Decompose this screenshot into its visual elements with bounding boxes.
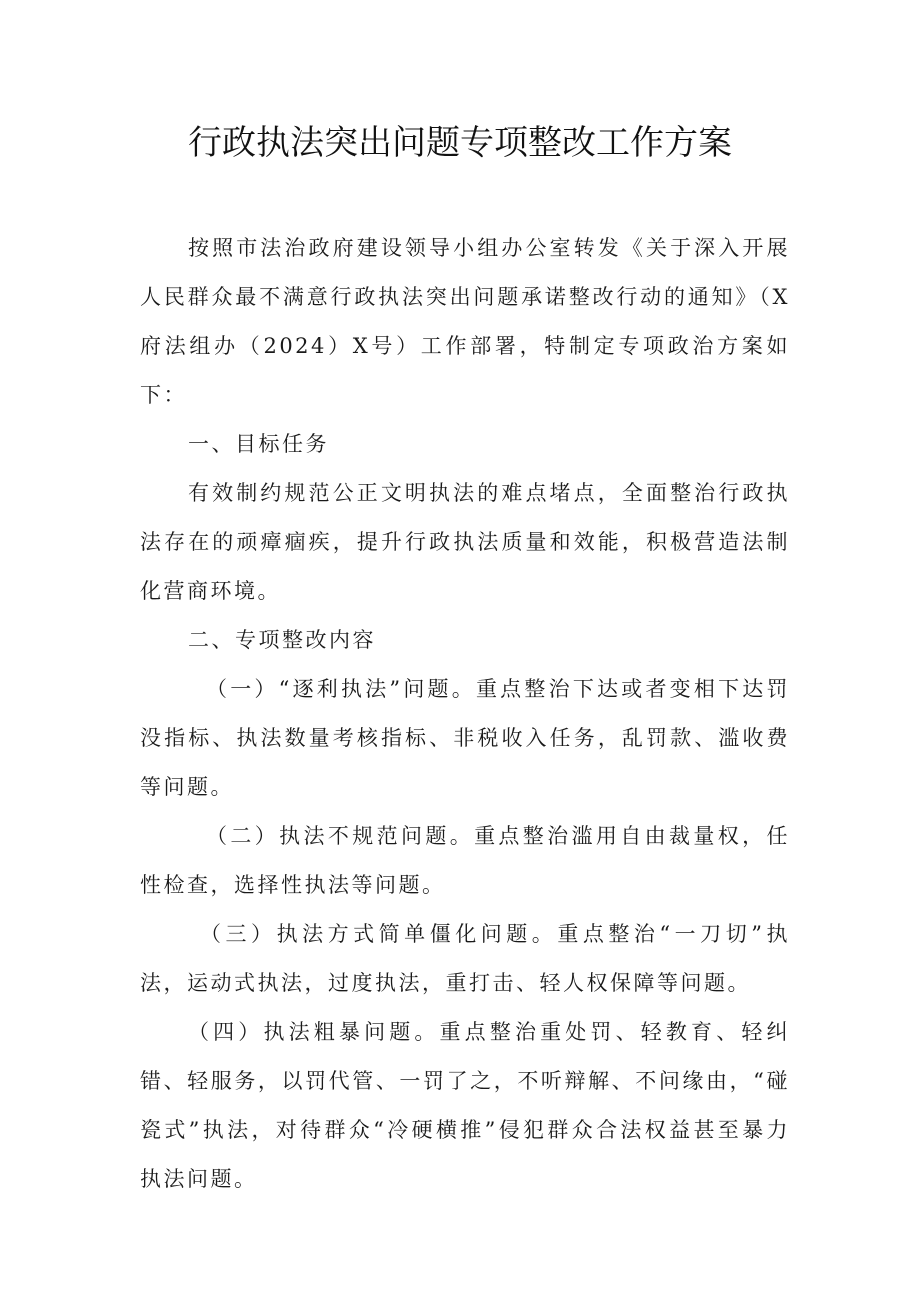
intro-paragraph: 按照市法治政府建设领导小组办公室转发《关于深入开展人民群众最不满意行政执法突出问题承诺整改行动的通知》（X府法组办（2024）X号）工作部署，特制定专项政治方案如下： <box>140 236 790 407</box>
section-2-item-3: （三）执法方式简单僵化问题。重点整治“一刀切”执法，运动式执法，过度执法，重打击、轻人权保障等问题。 <box>140 922 790 995</box>
section-1-paragraph: 有效制约规范公正文明执法的难点堵点，全面整治行政执法存在的顽瘴痼疾，提升行政执法质量和效能，积极营造法制化营商环境。 <box>140 481 790 603</box>
section-1-heading: 一、目标任务 <box>188 432 329 456</box>
section-2-item-1: （一）“逐利执法”问题。重点整治下达或者变相下达罚没指标、执法数量考核指标、非税收入任务，乱罚款、滥收费等问题。 <box>140 677 790 799</box>
document-body <box>140 224 790 1204</box>
document-title: 行政执法突出问题专项整改工作方案 <box>188 123 732 163</box>
section-2-item-4: （四）执法粗暴问题。重点整治重处罚、轻教育、轻纠错、轻服务，以罚代管、一罚了之，不听辩解、不问缘由，“碰瓷式”执法，对待群众“冷硬横推”侵犯群众合法权益甚至暴力执法问题。 <box>140 1020 790 1191</box>
section-2-heading: 二、专项整改内容 <box>188 628 376 652</box>
section-2-item-2: （二）执法不规范问题。重点整治滥用自由裁量权，任性检查，选择性执法等问题。 <box>140 824 790 897</box>
